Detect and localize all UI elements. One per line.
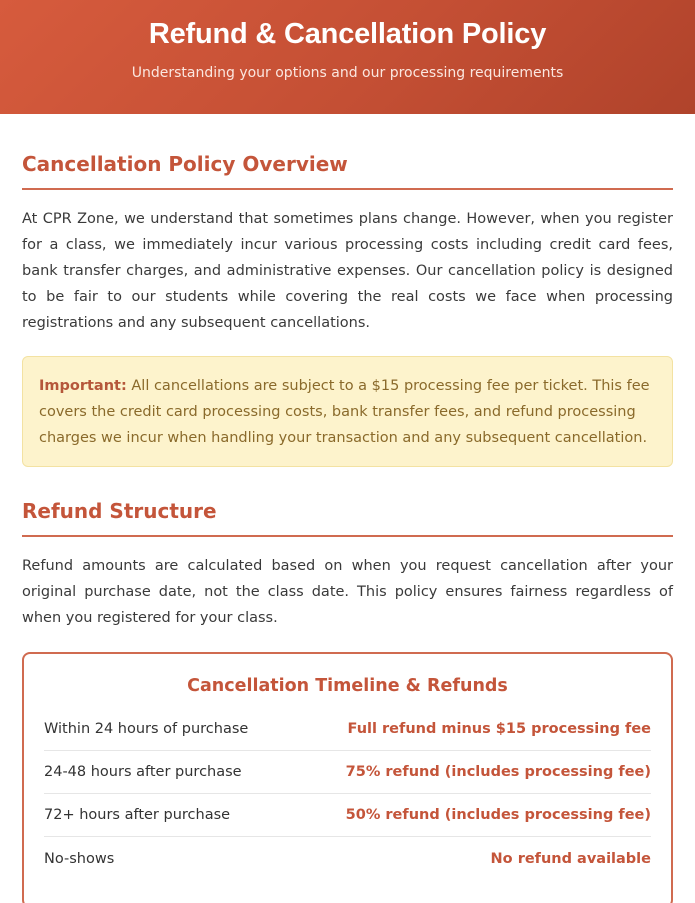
overview-heading: Cancellation Policy Overview: [22, 114, 673, 190]
timeline-period: Within 24 hours of purchase: [44, 721, 249, 737]
timeline-title: Cancellation Timeline & Refunds: [187, 676, 508, 696]
important-notice: [22, 356, 673, 467]
timeline-row: [44, 794, 651, 837]
timeline-period: No-shows: [44, 850, 115, 867]
timeline-refund: 75% refund (includes processing fee): [345, 764, 651, 780]
notice-label: Important:: [39, 378, 127, 394]
timeline-refund: No refund available: [490, 850, 651, 867]
page-title: Refund & Cancellation Policy: [148, 18, 547, 50]
main-content: [0, 114, 695, 903]
refund-structure-paragraph: Refund amounts are calculated based on when you request cancellation after your original purchase date, not the class date. This policy ensures fairness regardless of when you registered for your class.: [22, 558, 673, 626]
timeline-refund: 50% refund (includes processing fee): [345, 807, 651, 823]
refund-structure-heading: Refund Structure: [22, 467, 673, 537]
overview-paragraph: At CPR Zone, we understand that sometimes plans change. However, when you register for a class, we immediately incur various processing costs including credit card fees, bank transfer charges, and administrative expenses. Our cancellation policy is designed to be fair to our students while covering the real costs we face when processing registrations and any subsequent cancellations.: [22, 211, 673, 331]
timeline-row: [44, 751, 651, 794]
timeline-refund: Full refund minus $15 processing fee: [347, 721, 651, 737]
timeline-period: 72+ hours after purchase: [44, 807, 231, 823]
page-header: [0, 0, 695, 114]
timeline-row: [44, 708, 651, 751]
timeline-row: [44, 837, 651, 880]
timeline-period: 24-48 hours after purchase: [44, 764, 242, 780]
notice-text: All cancellations are subject to a $15 processing fee per ticket. This fee covers the credit card processing costs, bank transfer fees, and refund processing charges we incur when handling your transaction and any subsequent cancellation.: [39, 378, 650, 446]
refund-timeline-card: [22, 652, 673, 903]
page-subtitle: Understanding your options and our processing requirements: [131, 65, 564, 81]
